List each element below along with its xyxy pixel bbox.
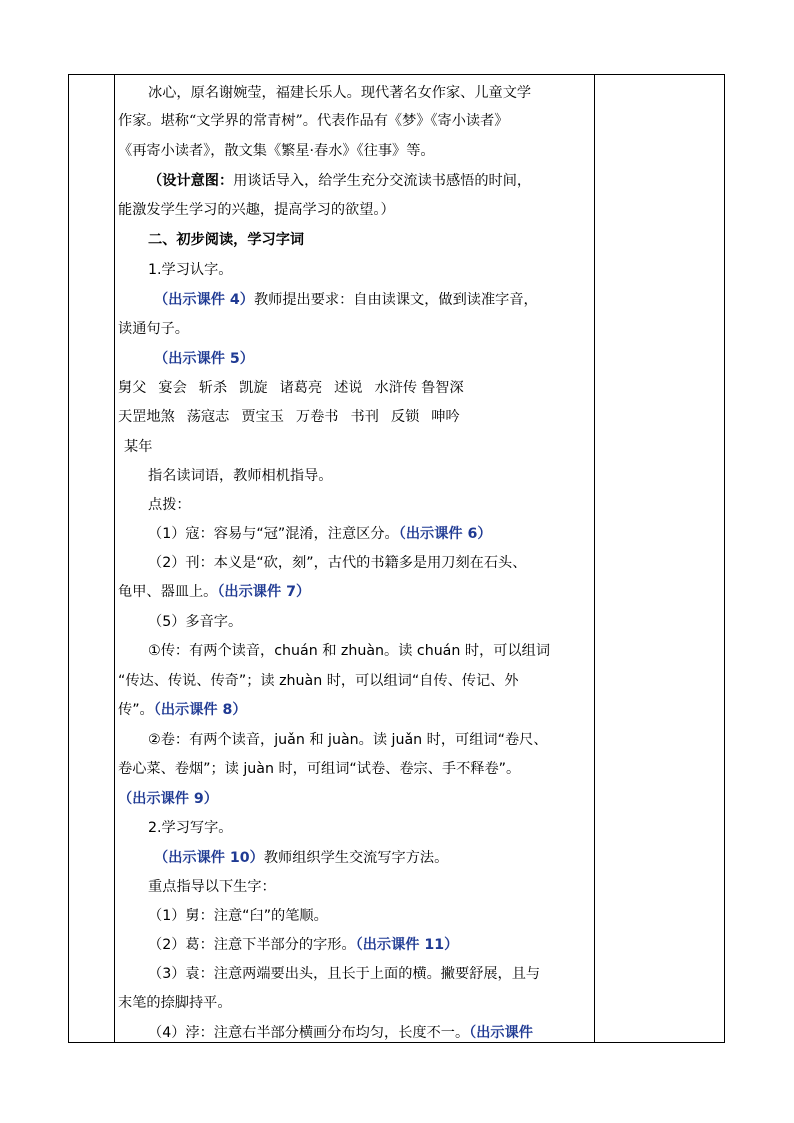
courseware-tag-5: （出示课件 5） — [154, 351, 254, 367]
word-item: 斩杀 — [198, 380, 228, 396]
k10-text: 教师组织学生交流写字方法。 — [263, 850, 449, 866]
write-tip-1: （1）舅：注意“臼”的笔顺。 — [148, 908, 328, 924]
polyphone-1-line-1: ①传：有两个读音，chuán 和 zhuàn。读 chuán 时，可以组词 — [148, 643, 551, 659]
intro-line-2: 作家。堪称“文学界的常青树”。代表作品有《梦》《寄小读者》 — [118, 113, 509, 129]
polyphone-1-line-3 — [118, 700, 247, 720]
tip-2-line-1: （2）刊：本义是“砍，刻”，古代的书籍多是用刀刻在石头、 — [148, 555, 527, 571]
k5-line — [118, 349, 254, 369]
tip-5: （5）多音字。 — [148, 614, 243, 630]
design-intent-text: 用谈话导入，给学生充分交流读书感悟的时间， — [233, 173, 532, 189]
polyphone-2-line-2: 卷心菜、卷烟”；读 juàn 时，可组词“试卷、卷宗、手不释卷”。 — [118, 761, 521, 777]
focus-text: 重点指导以下生字： — [148, 879, 276, 895]
word-item: 天罡地煞 — [118, 409, 175, 425]
design-intent-label: （设计意图： — [148, 173, 234, 189]
courseware-tag-9: （出示课件 9） — [118, 791, 218, 807]
k4-text: 教师提出要求：自由读课文，做到读准字音， — [253, 292, 538, 308]
intro-line-1: 冰心，原名谢婉莹，福建长乐人。现代著名女作家、儿童文学 — [148, 85, 532, 101]
write-tip-4-text: （4）浡：注意右半部分横画分布均匀，长度不一。 — [148, 1025, 470, 1041]
tip-1-text: （1）寇：容易与“冠”混淆，注意区分。 — [148, 526, 399, 542]
design-intent-line-2: 能激发学生学习的兴趣，提高学习的欲望。） — [118, 202, 395, 218]
courseware-tag-4: （出示课件 4） — [154, 292, 254, 308]
word-item: 诸葛亮 — [279, 380, 323, 396]
polyphone-2-line-3 — [118, 789, 218, 809]
word-item: 万卷书 — [295, 409, 339, 425]
word-item: 书刊 — [350, 409, 379, 425]
word-row-2 — [118, 407, 472, 427]
word-item: 述说 — [334, 380, 363, 396]
table-column-divider-right — [594, 75, 595, 1042]
word-item: 水浒传 — [374, 380, 418, 396]
polyphone-1-text: 传”。 — [118, 702, 154, 718]
intro-line-3: 《再寄小读者》，散文集《繁星·春水》《往事》等。 — [118, 143, 435, 159]
courseware-tag-6: （出示课件 6） — [398, 526, 492, 542]
word-item: 呻吟 — [431, 409, 460, 425]
learn-read-heading: 1.学习认字。 — [148, 262, 233, 278]
guide-text: 指名读词语，教师相机指导。 — [148, 468, 333, 484]
courseware-tag-12: （出示课件 — [469, 1025, 533, 1041]
write-tip-2 — [118, 935, 458, 955]
word-row-3 — [118, 437, 164, 457]
word-item: 反锁 — [390, 409, 420, 425]
write-tip-3-line-2: 末笔的捺脚持平。 — [118, 995, 232, 1011]
courseware-tag-11: （出示课件 11） — [355, 937, 459, 953]
write-tip-3-line-1: （3）袁：注意两端要出头，且长于上面的横。撇要舒展，且与 — [148, 966, 541, 982]
courseware-tag-7: （出示课件 7） — [217, 584, 311, 600]
tip-2-line-2 — [118, 582, 310, 602]
write-tip-2-text: （2）葛：注意下半部分的字形。 — [148, 937, 356, 953]
word-item: 荡寇志 — [186, 409, 230, 425]
word-item: 鲁智深 — [421, 380, 464, 396]
k4-line-2: 读通句子。 — [118, 321, 189, 337]
courseware-tag-10: （出示课件 10） — [154, 850, 264, 866]
polyphone-2-line-1: ②卷：有两个读音，juǎn 和 juàn。读 juǎn 时，可组词“卷尺、 — [148, 732, 548, 748]
word-item: 舅父 — [118, 380, 147, 396]
learn-write-heading: 2.学习写字。 — [148, 820, 233, 836]
polyphone-1-line-2: “传达、传说、传奇”；读 zhuàn 时，可以组词“自传、传记、外 — [118, 673, 519, 689]
tip-2-text: 龟甲、器皿上。 — [118, 584, 218, 600]
table-column-divider-left — [114, 75, 115, 1042]
word-item: 宴会 — [158, 380, 187, 396]
tips-heading: 点拨： — [148, 497, 191, 513]
write-tip-4 — [118, 1023, 533, 1043]
section-title: 二、初步阅读，学习字词 — [148, 232, 305, 248]
word-item: 某年 — [124, 439, 153, 455]
word-row-1 — [118, 378, 464, 398]
word-item: 贾宝玉 — [241, 409, 284, 425]
k4-line-1 — [118, 290, 538, 310]
k10-line — [118, 848, 448, 868]
tip-1 — [118, 524, 492, 544]
design-intent-line-1 — [118, 171, 531, 191]
courseware-tag-8: （出示课件 8） — [153, 702, 247, 718]
word-item: 凯旋 — [239, 380, 268, 396]
